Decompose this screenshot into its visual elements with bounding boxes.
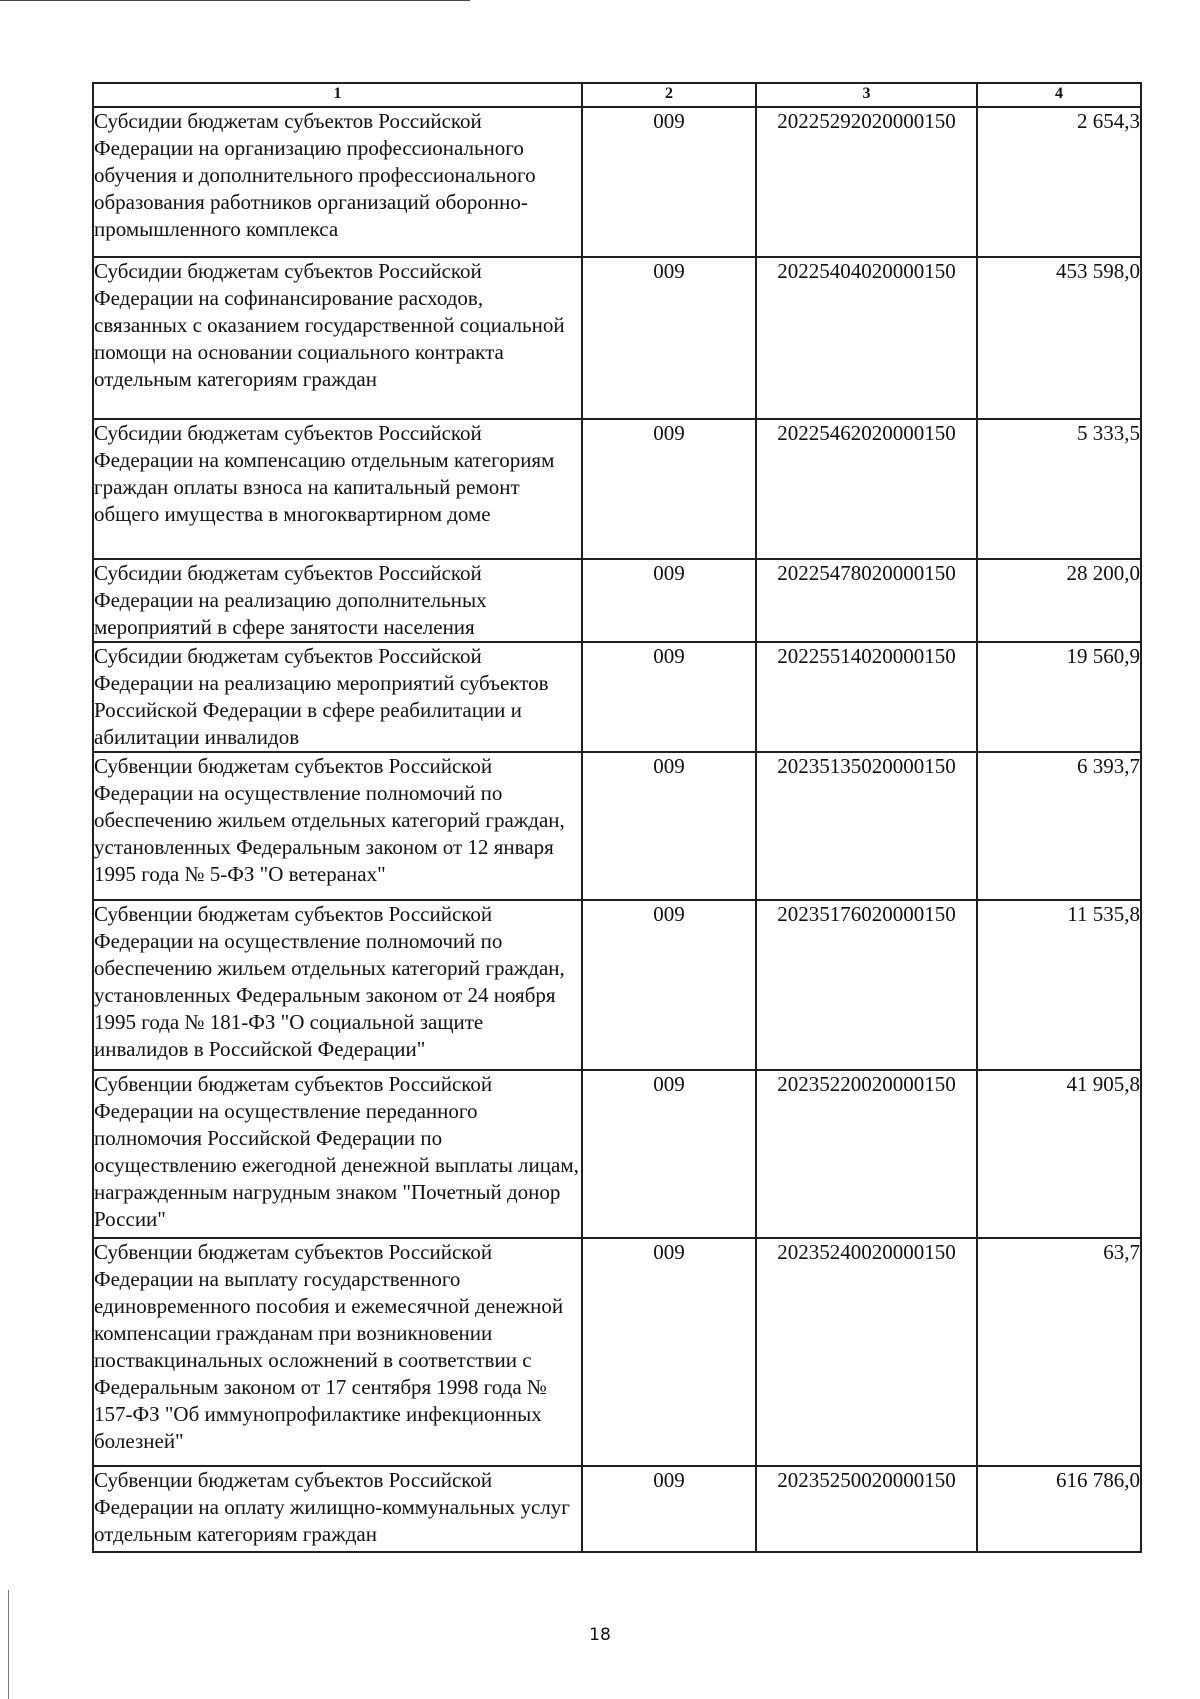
row-amount: 2 654,3	[977, 107, 1141, 257]
table-row	[93, 107, 1141, 257]
row-description: Субсидии бюджетам субъектов Российской Федерации на организацию профессионального обучения и дополнительного профессионального образования работников организаций оборонно-промышленного комплекса	[93, 107, 582, 257]
row-description: Субсидии бюджетам субъектов Российской Федерации на реализацию мероприятий субъектов Российской Федерации в сфере реабилитации и абилитации инвалидов	[93, 642, 582, 752]
row-budget-code: 20225478020000150	[756, 559, 977, 642]
table-row	[93, 1070, 1141, 1238]
table-row	[93, 559, 1141, 642]
row-amount: 616 786,0	[977, 1466, 1141, 1552]
row-admin-code: 009	[582, 257, 756, 419]
row-budget-code: 20235220020000150	[756, 1070, 977, 1238]
row-admin-code: 009	[582, 1466, 756, 1552]
row-description: Субсидии бюджетам субъектов Российской Федерации на компенсацию отдельным категориям граждан оплаты взноса на капитальный ремонт общего имущества в многоквартирном доме	[93, 419, 582, 559]
row-amount: 6 393,7	[977, 752, 1141, 900]
table-row	[93, 900, 1141, 1070]
row-description: Субсидии бюджетам субъектов Российской Федерации на реализацию дополнительных мероприятий в сфере занятости населения	[93, 559, 582, 642]
row-admin-code: 009	[582, 1238, 756, 1466]
table-row	[93, 419, 1141, 559]
row-description: Субвенции бюджетам субъектов Российской Федерации на осуществление переданного полномочия Российской Федерации по осуществлению ежегодной денежной выплаты лицам, награжденным нагрудным знаком "Почетный донор России"	[93, 1070, 582, 1238]
row-amount: 19 560,9	[977, 642, 1141, 752]
row-budget-code: 20225514020000150	[756, 642, 977, 752]
row-admin-code: 009	[582, 107, 756, 257]
table-row	[93, 642, 1141, 752]
column-header-1: 1	[93, 83, 582, 107]
row-budget-code: 20225404020000150	[756, 257, 977, 419]
table-row	[93, 257, 1141, 419]
row-admin-code: 009	[582, 559, 756, 642]
row-budget-code: 20235250020000150	[756, 1466, 977, 1552]
row-budget-code: 20225292020000150	[756, 107, 977, 257]
budget-table	[92, 82, 1142, 1553]
scan-edge-line	[0, 0, 470, 1]
row-budget-code: 20235135020000150	[756, 752, 977, 900]
row-amount: 5 333,5	[977, 419, 1141, 559]
page-number: 18	[589, 1625, 611, 1645]
row-admin-code: 009	[582, 900, 756, 1070]
row-admin-code: 009	[582, 419, 756, 559]
column-header-2: 2	[582, 83, 756, 107]
row-description: Субвенции бюджетам субъектов Российской Федерации на осуществление полномочий по обеспечению жильем отдельных категорий граждан, установленных Федеральным законом от 24 ноября 1995 года № 181-ФЗ "О социальной защите инвалидов в Российской Федерации"	[93, 900, 582, 1070]
row-description: Субвенции бюджетам субъектов Российской Федерации на оплату жилищно-коммунальных услуг отдельным категориям граждан	[93, 1466, 582, 1552]
row-admin-code: 009	[582, 752, 756, 900]
row-amount: 28 200,0	[977, 559, 1141, 642]
column-header-3: 3	[756, 83, 977, 107]
row-admin-code: 009	[582, 642, 756, 752]
column-header-4: 4	[977, 83, 1141, 107]
row-budget-code: 20235176020000150	[756, 900, 977, 1070]
row-amount: 453 598,0	[977, 257, 1141, 419]
row-description: Субвенции бюджетам субъектов Российской Федерации на осуществление полномочий по обеспечению жильем отдельных категорий граждан, установленных Федеральным законом от 12 января 1995 года № 5-ФЗ "О ветеранах"	[93, 752, 582, 900]
row-budget-code: 20225462020000150	[756, 419, 977, 559]
row-amount: 41 905,8	[977, 1070, 1141, 1238]
table-header-row	[93, 83, 1141, 107]
row-amount: 11 535,8	[977, 900, 1141, 1070]
table-row	[93, 1238, 1141, 1466]
row-amount: 63,7	[977, 1238, 1141, 1466]
row-description: Субсидии бюджетам субъектов Российской Федерации на софинансирование расходов, связанных с оказанием государственной социальной помощи на основании социального контракта отдельным категориям граждан	[93, 257, 582, 419]
table-row	[93, 752, 1141, 900]
row-budget-code: 20235240020000150	[756, 1238, 977, 1466]
row-description: Субвенции бюджетам субъектов Российской Федерации на выплату государственного единовременного пособия и ежемесячной денежной компенсации гражданам при возникновении поствакцинальных осложнений в соответствии с Федеральным законом от 17 сентября 1998 года № 157-ФЗ "Об иммунопрофилактике инфекционных болезней"	[93, 1238, 582, 1466]
table-row	[93, 1466, 1141, 1552]
row-admin-code: 009	[582, 1070, 756, 1238]
